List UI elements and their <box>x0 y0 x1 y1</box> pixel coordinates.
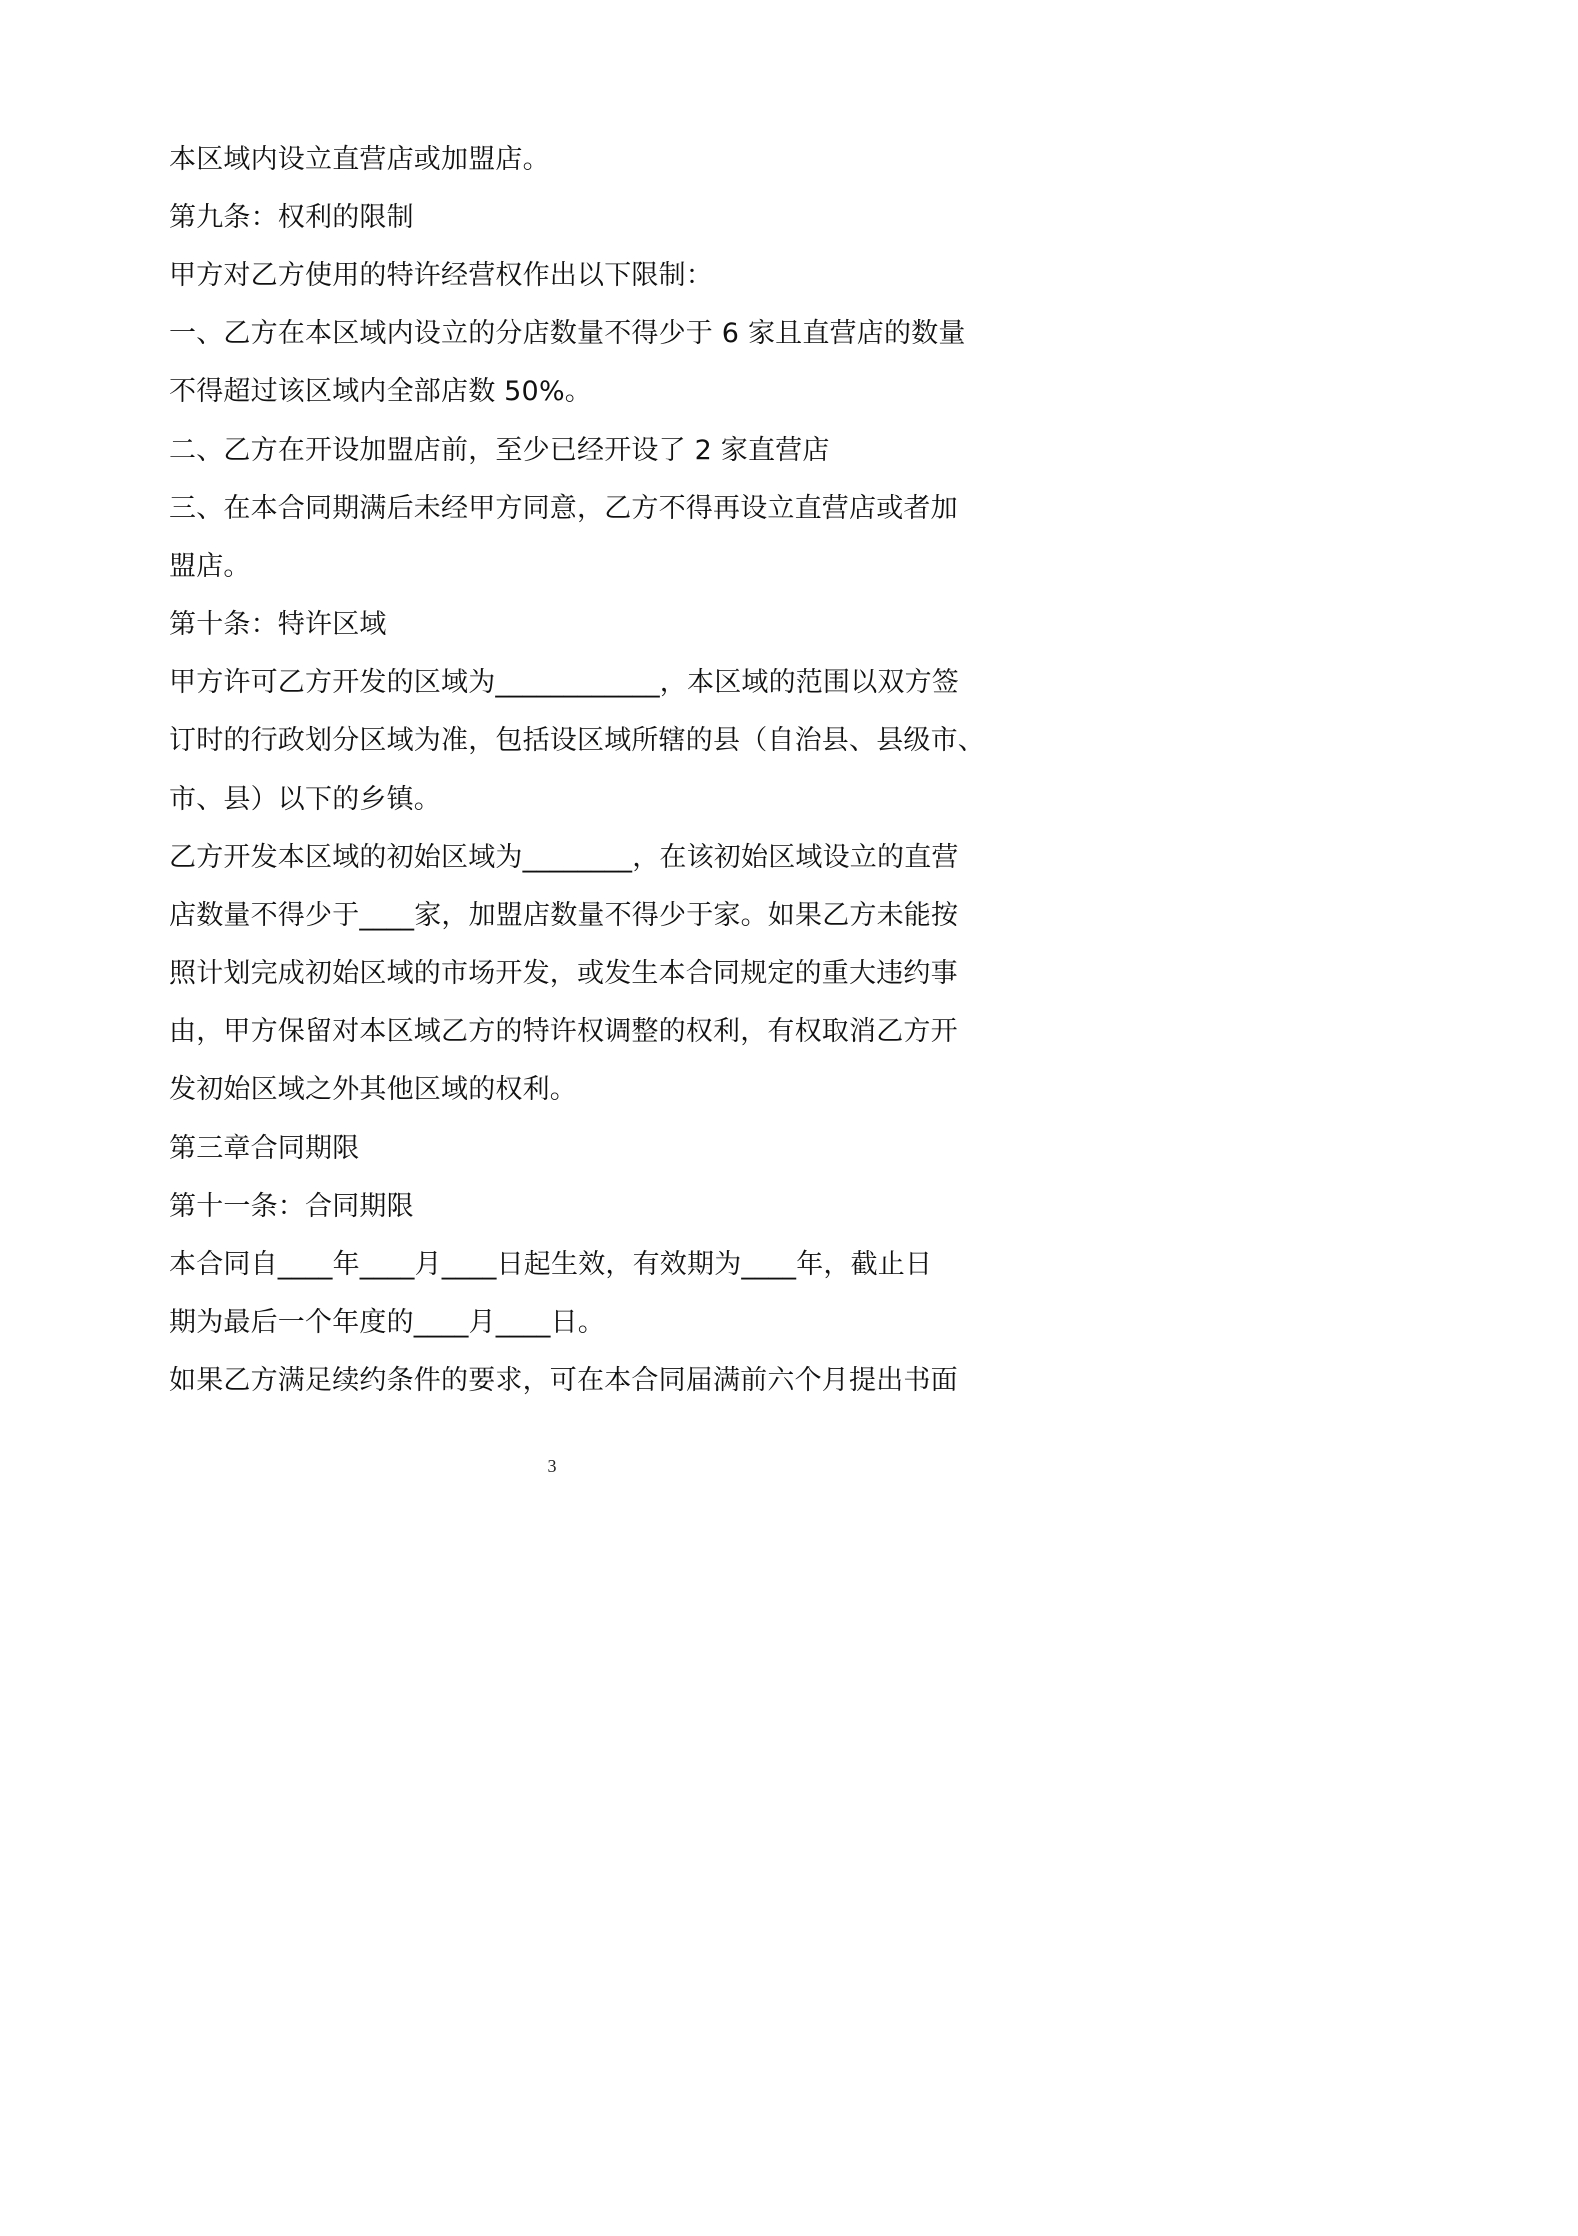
text-line: 一、乙方在本区域内设立的分店数量不得少于 6 家且直营店的数量 <box>169 318 966 349</box>
text-line: 发初始区域之外其他区域的权利。 <box>169 1074 577 1105</box>
text-line: 三、在本合同期满后未经甲方同意，乙方不得再设立直营店或者加 <box>169 493 958 524</box>
article-heading: 第十条：特许区域 <box>169 609 387 640</box>
text-line: 期为最后一个年度的____月____日。 <box>169 1307 605 1338</box>
text-line: 如果乙方满足续约条件的要求，可在本合同届满前六个月提出书面 <box>169 1365 958 1396</box>
text-line: 盟店。 <box>169 551 251 582</box>
chapter-heading: 第三章合同期限 <box>169 1133 360 1164</box>
text-line: 二、乙方在开设加盟店前，至少已经开设了 2 家直营店 <box>169 435 830 466</box>
text-line: 市、县）以下的乡镇。 <box>169 784 441 815</box>
text-line: 店数量不得少于____家，加盟店数量不得少于家。如果乙方未能按 <box>169 900 959 931</box>
text-line: 乙方开发本区域的初始区域为________，在该初始区域设立的直营 <box>169 842 959 873</box>
article-heading: 第九条：权利的限制 <box>169 202 414 233</box>
text-line: 甲方许可乙方开发的区域为____________，本区域的范围以双方签 <box>169 667 959 698</box>
document-page <box>0 0 1104 1565</box>
text-line: 本合同自____年____月____日起生效，有效期为____年，截止日 <box>169 1249 933 1280</box>
article-heading: 第十一条：合同期限 <box>169 1191 414 1222</box>
text-line: 本区域内设立直营店或加盟店。 <box>169 144 550 175</box>
text-line: 甲方对乙方使用的特许经营权作出以下限制： <box>169 260 713 291</box>
text-line: 照计划完成初始区域的市场开发，或发生本合同规定的重大违约事 <box>169 958 958 989</box>
text-line: 由，甲方保留对本区域乙方的特许权调整的权利，有权取消乙方开 <box>169 1016 958 1047</box>
page-number: 3 <box>547 1456 557 1476</box>
text-line: 不得超过该区域内全部店数 50%。 <box>169 376 592 407</box>
text-line: 订时的行政划分区域为准，包括设区域所辖的县（自治县、县级市、 <box>169 725 985 756</box>
